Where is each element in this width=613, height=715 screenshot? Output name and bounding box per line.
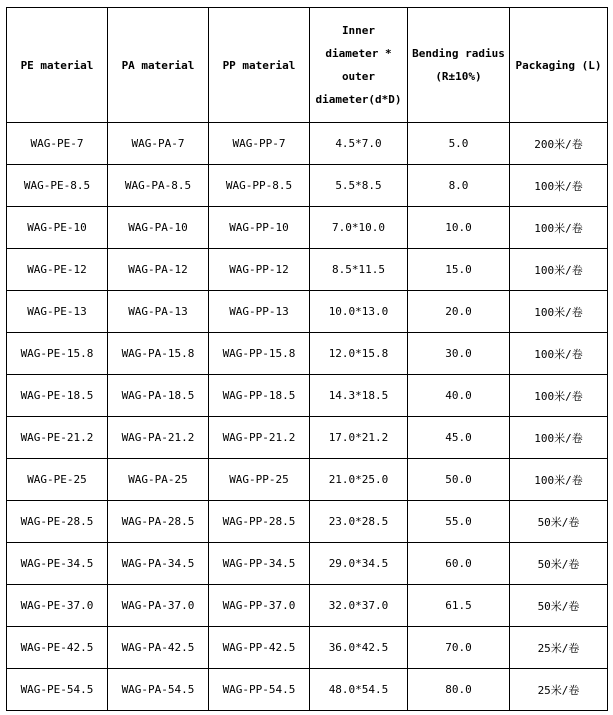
cell-diameter: 17.0*21.2	[310, 417, 408, 459]
cell-pe-material: WAG-PE-25	[7, 459, 108, 501]
cell-bending-radius: 5.0	[408, 123, 510, 165]
cell-pp-material: WAG-PP-42.5	[209, 627, 310, 669]
cell-pe-material: WAG-PE-54.5	[7, 669, 108, 711]
table-row	[7, 375, 608, 417]
cell-pe-material: WAG-PE-21.2	[7, 417, 108, 459]
cell-pa-material: WAG-PA-18.5	[108, 375, 209, 417]
cell-pe-material: WAG-PE-34.5	[7, 543, 108, 585]
cell-pa-material: WAG-PA-37.0	[108, 585, 209, 627]
cell-pe-material: WAG-PE-12	[7, 249, 108, 291]
cell-bending-radius: 55.0	[408, 501, 510, 543]
header-row	[7, 8, 608, 123]
cell-packaging: 100米/卷	[510, 291, 608, 333]
cell-pa-material: WAG-PA-25	[108, 459, 209, 501]
cell-pa-material: WAG-PA-21.2	[108, 417, 209, 459]
cell-packaging: 200米/卷	[510, 123, 608, 165]
cell-diameter: 8.5*11.5	[310, 249, 408, 291]
header-diameter-line-2: diameter *	[325, 47, 392, 60]
cell-packaging: 50米/卷	[510, 543, 608, 585]
table-header	[7, 8, 608, 123]
cell-pp-material: WAG-PP-10	[209, 207, 310, 249]
cell-pp-material: WAG-PP-18.5	[209, 375, 310, 417]
header-bending-radius	[408, 8, 510, 123]
cell-pp-material: WAG-PP-13	[209, 291, 310, 333]
table-row	[7, 501, 608, 543]
table-row	[7, 249, 608, 291]
cell-bending-radius: 20.0	[408, 291, 510, 333]
cell-pp-material: WAG-PP-28.5	[209, 501, 310, 543]
header-diameter-line-3: outer	[341, 70, 376, 83]
table-row	[7, 459, 608, 501]
table-row	[7, 627, 608, 669]
cell-packaging: 100米/卷	[510, 375, 608, 417]
table-row	[7, 333, 608, 375]
cell-bending-radius: 60.0	[408, 543, 510, 585]
table-row	[7, 543, 608, 585]
cell-diameter: 36.0*42.5	[310, 627, 408, 669]
header-bending-radius-line-2: (R±10%)	[435, 70, 482, 83]
cell-bending-radius: 8.0	[408, 165, 510, 207]
cell-pe-material: WAG-PE-37.0	[7, 585, 108, 627]
cell-diameter: 21.0*25.0	[310, 459, 408, 501]
cell-packaging: 100米/卷	[510, 165, 608, 207]
cell-bending-radius: 40.0	[408, 375, 510, 417]
cell-packaging: 25米/卷	[510, 669, 608, 711]
header-diameter	[310, 8, 408, 123]
cell-pa-material: WAG-PA-10	[108, 207, 209, 249]
cell-pe-material: WAG-PE-10	[7, 207, 108, 249]
table-row	[7, 123, 608, 165]
header-pa-material: PA material	[108, 8, 209, 123]
cell-bending-radius: 45.0	[408, 417, 510, 459]
table-row	[7, 165, 608, 207]
cell-bending-radius: 10.0	[408, 207, 510, 249]
cell-packaging: 50米/卷	[510, 585, 608, 627]
cell-packaging: 100米/卷	[510, 459, 608, 501]
cell-pa-material: WAG-PA-28.5	[108, 501, 209, 543]
cell-pe-material: WAG-PE-28.5	[7, 501, 108, 543]
cell-diameter: 5.5*8.5	[310, 165, 408, 207]
cell-pp-material: WAG-PP-34.5	[209, 543, 310, 585]
cell-diameter: 4.5*7.0	[310, 123, 408, 165]
cell-pa-material: WAG-PA-12	[108, 249, 209, 291]
cell-bending-radius: 70.0	[408, 627, 510, 669]
cell-diameter: 32.0*37.0	[310, 585, 408, 627]
table-row	[7, 207, 608, 249]
table-row	[7, 291, 608, 333]
table-row	[7, 585, 608, 627]
cell-bending-radius: 61.5	[408, 585, 510, 627]
cell-packaging: 50米/卷	[510, 501, 608, 543]
cell-bending-radius: 50.0	[408, 459, 510, 501]
header-pe-material: PE material	[7, 8, 108, 123]
cell-pe-material: WAG-PE-13	[7, 291, 108, 333]
cell-packaging: 100米/卷	[510, 333, 608, 375]
cell-pa-material: WAG-PA-54.5	[108, 669, 209, 711]
cell-diameter: 7.0*10.0	[310, 207, 408, 249]
cell-pe-material: WAG-PE-7	[7, 123, 108, 165]
cell-pe-material: WAG-PE-8.5	[7, 165, 108, 207]
cell-pe-material: WAG-PE-18.5	[7, 375, 108, 417]
cell-pe-material: WAG-PE-15.8	[7, 333, 108, 375]
cell-diameter: 14.3*18.5	[310, 375, 408, 417]
cell-pp-material: WAG-PP-12	[209, 249, 310, 291]
cell-pa-material: WAG-PA-15.8	[108, 333, 209, 375]
header-bending-radius-line-1: Bending radius	[412, 47, 505, 60]
cell-pp-material: WAG-PP-25	[209, 459, 310, 501]
cell-pp-material: WAG-PP-8.5	[209, 165, 310, 207]
cell-diameter: 29.0*34.5	[310, 543, 408, 585]
cell-pp-material: WAG-PP-7	[209, 123, 310, 165]
cell-packaging: 25米/卷	[510, 627, 608, 669]
header-diameter-line-1: Inner	[341, 24, 376, 37]
cell-pp-material: WAG-PP-15.8	[209, 333, 310, 375]
cell-pp-material: WAG-PP-54.5	[209, 669, 310, 711]
cell-pp-material: WAG-PP-37.0	[209, 585, 310, 627]
cell-packaging: 100米/卷	[510, 249, 608, 291]
cell-diameter: 48.0*54.5	[310, 669, 408, 711]
header-packaging: Packaging (L)	[510, 8, 608, 123]
cell-pa-material: WAG-PA-13	[108, 291, 209, 333]
header-diameter-line-4: diameter(d*D)	[315, 93, 402, 106]
cell-diameter: 10.0*13.0	[310, 291, 408, 333]
cell-pa-material: WAG-PA-42.5	[108, 627, 209, 669]
cell-bending-radius: 30.0	[408, 333, 510, 375]
header-pp-material: PP material	[209, 8, 310, 123]
table-row	[7, 417, 608, 459]
cell-pa-material: WAG-PA-7	[108, 123, 209, 165]
cell-diameter: 23.0*28.5	[310, 501, 408, 543]
cell-pa-material: WAG-PA-34.5	[108, 543, 209, 585]
cell-pe-material: WAG-PE-42.5	[7, 627, 108, 669]
cell-bending-radius: 80.0	[408, 669, 510, 711]
specification-table	[6, 7, 608, 711]
cell-pa-material: WAG-PA-8.5	[108, 165, 209, 207]
cell-pp-material: WAG-PP-21.2	[209, 417, 310, 459]
cell-packaging: 100米/卷	[510, 207, 608, 249]
table-row	[7, 669, 608, 711]
table-body	[7, 123, 608, 711]
cell-packaging: 100米/卷	[510, 417, 608, 459]
cell-diameter: 12.0*15.8	[310, 333, 408, 375]
cell-bending-radius: 15.0	[408, 249, 510, 291]
